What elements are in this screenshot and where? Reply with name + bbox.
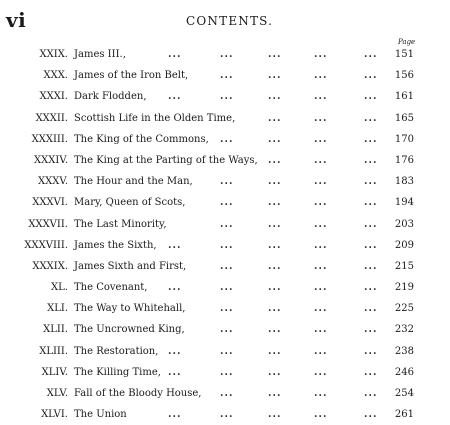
chapter-page-number: 209 [394, 239, 414, 251]
dot-leader: ... ... ... [268, 112, 378, 124]
page-column-header: Page [398, 38, 416, 46]
contents-entry [0, 171, 450, 192]
chapter-page-number: 194 [394, 197, 414, 209]
chapter-numeral: XXXII. [35, 112, 68, 124]
contents-entry [0, 192, 450, 213]
contents-entry [0, 362, 450, 383]
chapter-page-number: 238 [394, 345, 414, 357]
dot-leader: ... ... ... ... [220, 303, 378, 315]
contents-entry [0, 277, 450, 298]
dot-leader: ... ... ... ... [220, 176, 378, 188]
chapter-numeral: XXX. [43, 70, 68, 82]
contents-entry [0, 319, 450, 340]
dot-leader: ... ... ... ... ... [168, 366, 378, 378]
chapter-title: The Last Minority, [74, 218, 167, 230]
contents-entry [0, 298, 450, 319]
chapter-title: The Way to Whitehall, [74, 303, 186, 315]
chapter-page-number: 176 [394, 154, 414, 166]
chapter-numeral: XXXVII. [28, 218, 68, 230]
contents-entry [0, 341, 450, 362]
contents-list [0, 44, 450, 425]
chapter-numeral: XLVI. [41, 409, 68, 421]
contents-entry [0, 235, 450, 256]
chapter-page-number: 225 [394, 303, 414, 315]
chapter-title: James the Sixth, [74, 239, 157, 251]
chapter-title: The Covenant, [74, 282, 148, 294]
dot-leader: ... ... ... ... ... [168, 409, 378, 421]
dot-leader: ... ... ... ... [220, 70, 378, 82]
chapter-numeral: XXXIII. [31, 133, 68, 145]
dot-leader: ... ... ... ... [220, 388, 378, 399]
chapter-page-number: 219 [394, 282, 414, 294]
page-number: vi [6, 8, 27, 32]
chapter-numeral: XXXIX. [32, 260, 68, 272]
chapter-numeral: XXXVIII. [24, 239, 68, 251]
dot-leader: ... ... ... ... ... [168, 239, 378, 251]
chapter-page-number: 165 [394, 112, 414, 124]
chapter-page-number: 183 [394, 176, 414, 188]
chapter-numeral: XXXIV. [34, 154, 68, 166]
chapter-numeral: XLIII. [39, 345, 68, 357]
chapter-page-number: 261 [394, 409, 414, 421]
contents-entry [0, 65, 450, 86]
chapter-numeral: XLI. [47, 303, 68, 315]
contents-entry [0, 256, 450, 277]
chapter-title: Dark Flodden, [74, 91, 147, 103]
chapter-numeral: XXXI. [39, 91, 68, 103]
chapter-title: James III., [74, 49, 126, 60]
chapter-title: Scottish Life in the Olden Time, [74, 112, 236, 124]
dot-leader: ... ... ... ... ... [168, 282, 378, 294]
contents-entry [0, 86, 450, 107]
contents-entry [0, 383, 450, 404]
contents-entry [0, 129, 450, 150]
chapter-page-number: 151 [394, 49, 414, 60]
chapter-title: James Sixth and First, [74, 260, 187, 272]
chapter-page-number: 254 [394, 388, 414, 399]
chapter-page-number: 203 [394, 218, 414, 230]
chapter-numeral: XLIV. [41, 366, 68, 378]
chapter-numeral: XXIX. [39, 49, 68, 60]
contents-entry [0, 150, 450, 171]
contents-entry [0, 214, 450, 235]
dot-leader: ... ... ... ... [220, 324, 378, 336]
chapter-numeral: XXXV. [37, 176, 68, 188]
chapter-title: Fall of the Bloody House, [74, 388, 202, 399]
dot-leader: ... ... ... ... [220, 218, 378, 230]
contents-entry [0, 404, 450, 425]
dot-leader: ... ... ... ... [220, 260, 378, 272]
chapter-title: The Union [74, 409, 127, 421]
chapter-page-number: 246 [394, 366, 414, 378]
chapter-numeral: XLV. [46, 388, 68, 399]
chapter-title: The King of the Commons, [74, 133, 209, 145]
contents-entry [0, 44, 450, 65]
chapter-page-number: 156 [394, 70, 414, 82]
chapter-title: The King at the Parting of the Ways, [74, 154, 258, 166]
page-title: CONTENTS. [186, 14, 274, 28]
dot-leader: ... ... ... ... ... [168, 49, 378, 60]
chapter-numeral: XXXVI. [32, 197, 68, 209]
chapter-title: James of the Iron Belt, [74, 70, 189, 82]
chapter-title: The Killing Time, [74, 366, 161, 378]
chapter-title: Mary, Queen of Scots, [74, 197, 186, 209]
chapter-title: The Restoration, [74, 345, 159, 357]
chapter-page-number: 170 [394, 133, 414, 145]
chapter-page-number: 232 [394, 324, 414, 336]
dot-leader: ... ... ... ... [220, 197, 378, 209]
chapter-title: The Hour and the Man, [74, 176, 193, 188]
contents-entry [0, 108, 450, 129]
chapter-page-number: 161 [394, 91, 414, 103]
dot-leader: ... ... ... ... [220, 133, 378, 145]
chapter-title: The Uncrowned King, [74, 324, 185, 336]
dot-leader: ... ... ... [268, 154, 378, 166]
dot-leader: ... ... ... ... ... [168, 345, 378, 357]
chapter-numeral: XL. [51, 282, 68, 294]
dot-leader: ... ... ... ... ... [168, 91, 378, 103]
chapter-page-number: 215 [394, 260, 414, 272]
chapter-numeral: XLII. [43, 324, 68, 336]
